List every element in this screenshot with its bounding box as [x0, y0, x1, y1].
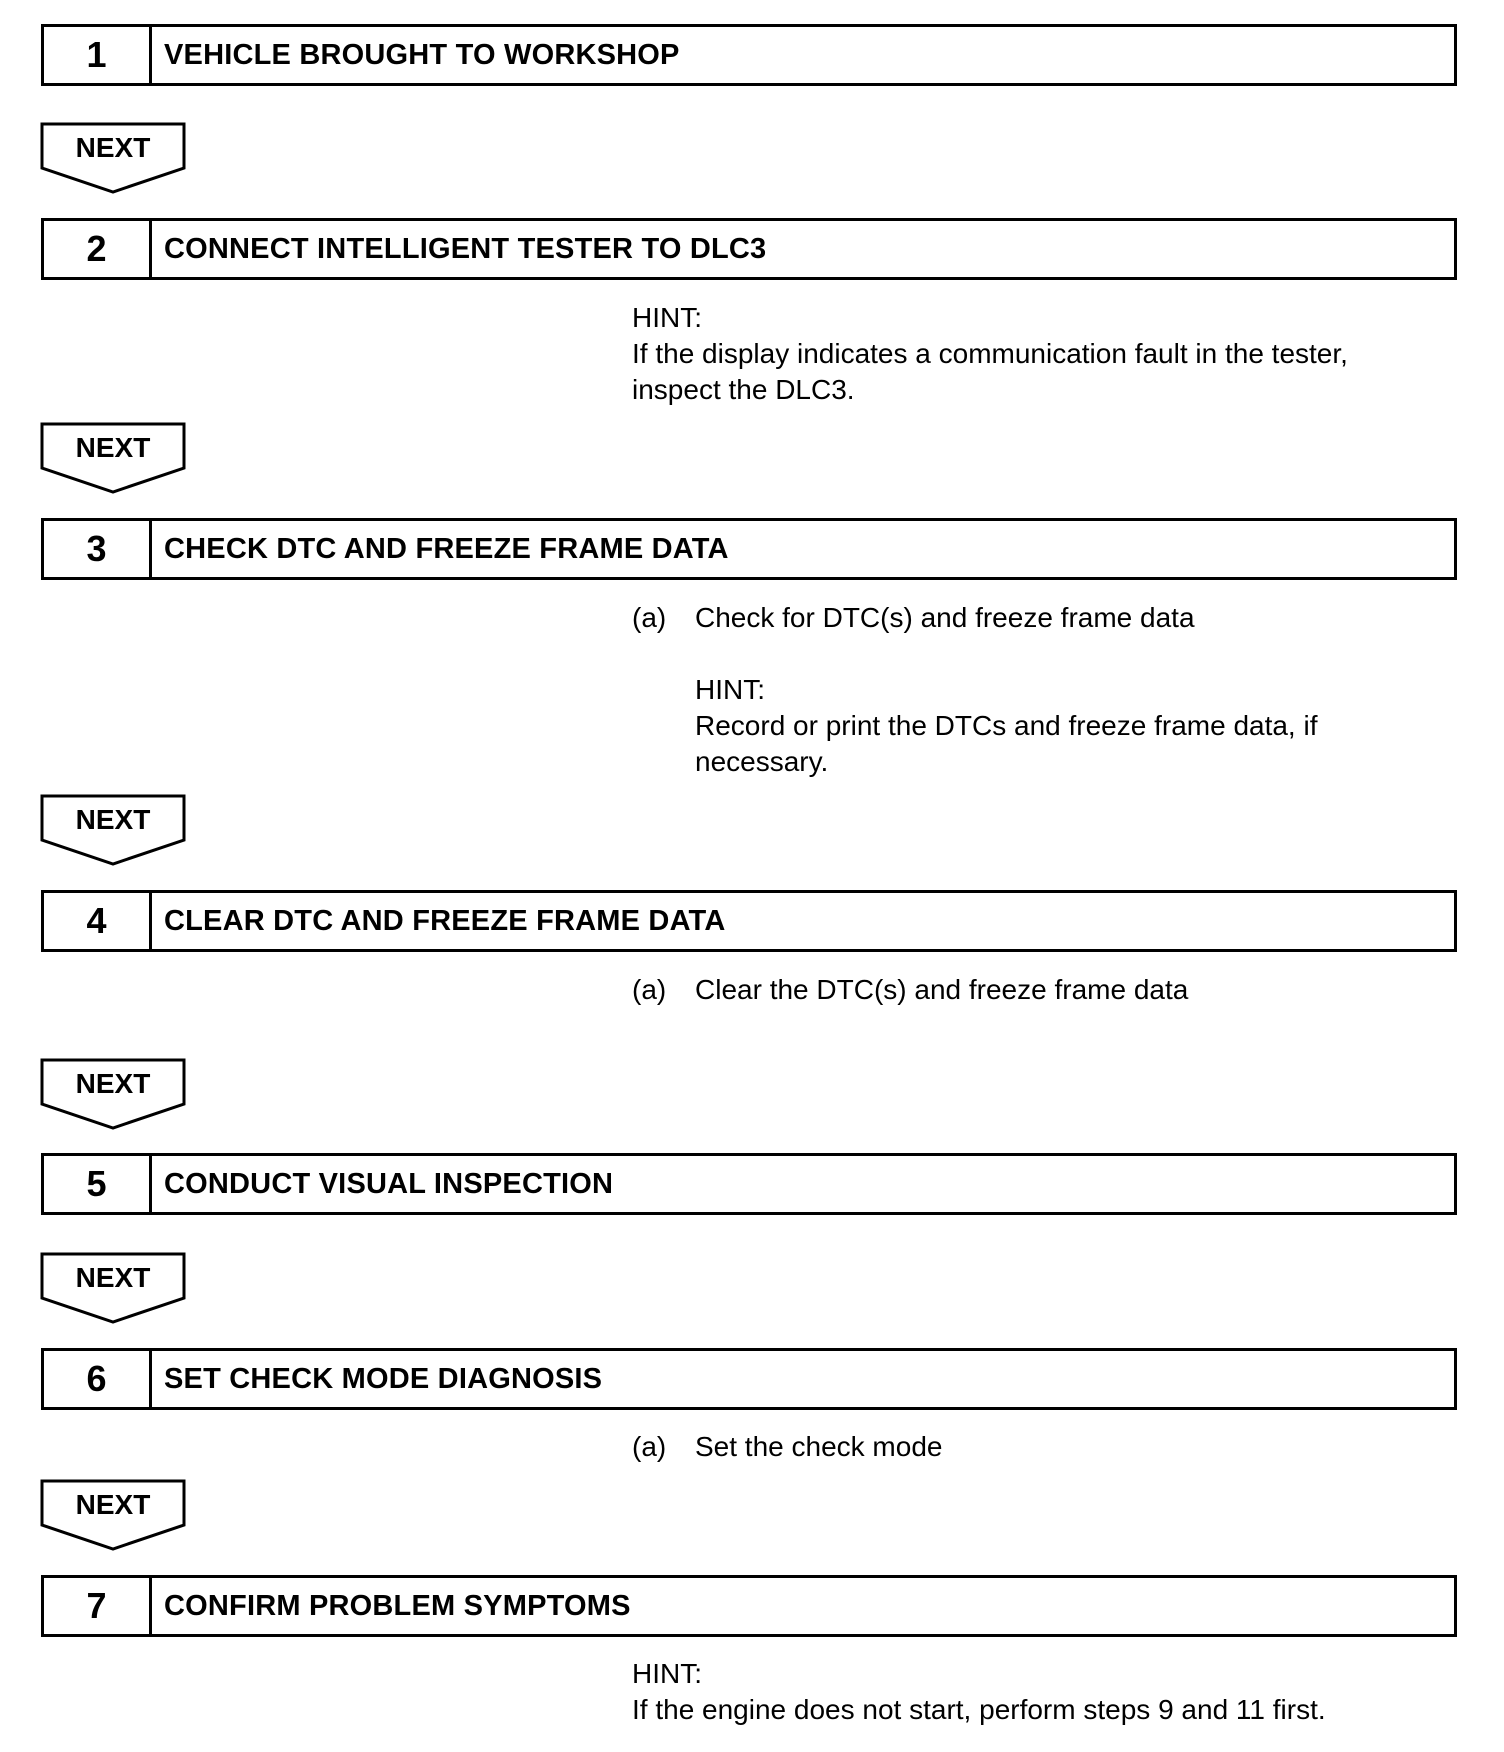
next-arrow-6 — [40, 1479, 186, 1553]
step-box-1 — [41, 24, 1457, 86]
step-title: CONNECT INTELLIGENT TESTER TO DLC3 — [164, 233, 767, 265]
sub-step-marker: (a) — [632, 1431, 667, 1462]
hint-text: inspect the DLC3. — [632, 374, 855, 405]
step-number: 3 — [44, 521, 152, 577]
step-number: 1 — [44, 27, 152, 83]
hint-text: If the engine does not start, perform steps 9 and 11 first. — [632, 1694, 1326, 1725]
step-number: 7 — [44, 1578, 152, 1634]
sub-step-text: Clear the DTC(s) and freeze frame data — [695, 974, 1189, 1005]
next-arrow-1 — [40, 122, 186, 196]
sub-step-text: Check for DTC(s) and freeze frame data — [695, 602, 1195, 633]
next-label: NEXT — [75, 1262, 151, 1293]
next-label: NEXT — [75, 432, 151, 463]
step-title: SET CHECK MODE DIAGNOSIS — [164, 1363, 603, 1395]
step-title: CONFIRM PROBLEM SYMPTOMS — [164, 1590, 631, 1622]
step-title: CHECK DTC AND FREEZE FRAME DATA — [164, 533, 729, 565]
step-number: 5 — [44, 1156, 152, 1212]
next-arrow-5 — [40, 1252, 186, 1326]
next-arrow-3 — [40, 794, 186, 868]
hint-label: HINT: — [632, 302, 702, 333]
hint-text: If the display indicates a communication fault in the tester, — [632, 338, 1348, 369]
step-box-6 — [41, 1348, 1457, 1410]
step-number: 2 — [44, 221, 152, 277]
step-box-3 — [41, 518, 1457, 580]
step-box-2 — [41, 218, 1457, 280]
sub-step-marker: (a) — [632, 974, 667, 1005]
hint-label: HINT: — [632, 1658, 702, 1689]
step-box-4 — [41, 890, 1457, 952]
step-title: VEHICLE BROUGHT TO WORKSHOP — [164, 39, 680, 71]
hint-text: Record or print the DTCs and freeze frame data, if — [695, 710, 1318, 741]
hint-label: HINT: — [695, 674, 765, 705]
next-arrow-2 — [40, 422, 186, 496]
sub-step-marker: (a) — [632, 602, 667, 633]
step-box-7 — [41, 1575, 1457, 1637]
step-number: 4 — [44, 893, 152, 949]
step-box-5 — [41, 1153, 1457, 1215]
step-title: CLEAR DTC AND FREEZE FRAME DATA — [164, 905, 726, 937]
hint-text: necessary. — [695, 746, 829, 777]
sub-step-text: Set the check mode — [695, 1431, 943, 1462]
next-arrow-4 — [40, 1058, 186, 1132]
next-label: NEXT — [75, 1068, 151, 1099]
next-label: NEXT — [75, 804, 151, 835]
next-label: NEXT — [75, 1489, 151, 1520]
step-title: CONDUCT VISUAL INSPECTION — [164, 1168, 614, 1200]
next-label: NEXT — [75, 132, 151, 163]
step-number: 6 — [44, 1351, 152, 1407]
